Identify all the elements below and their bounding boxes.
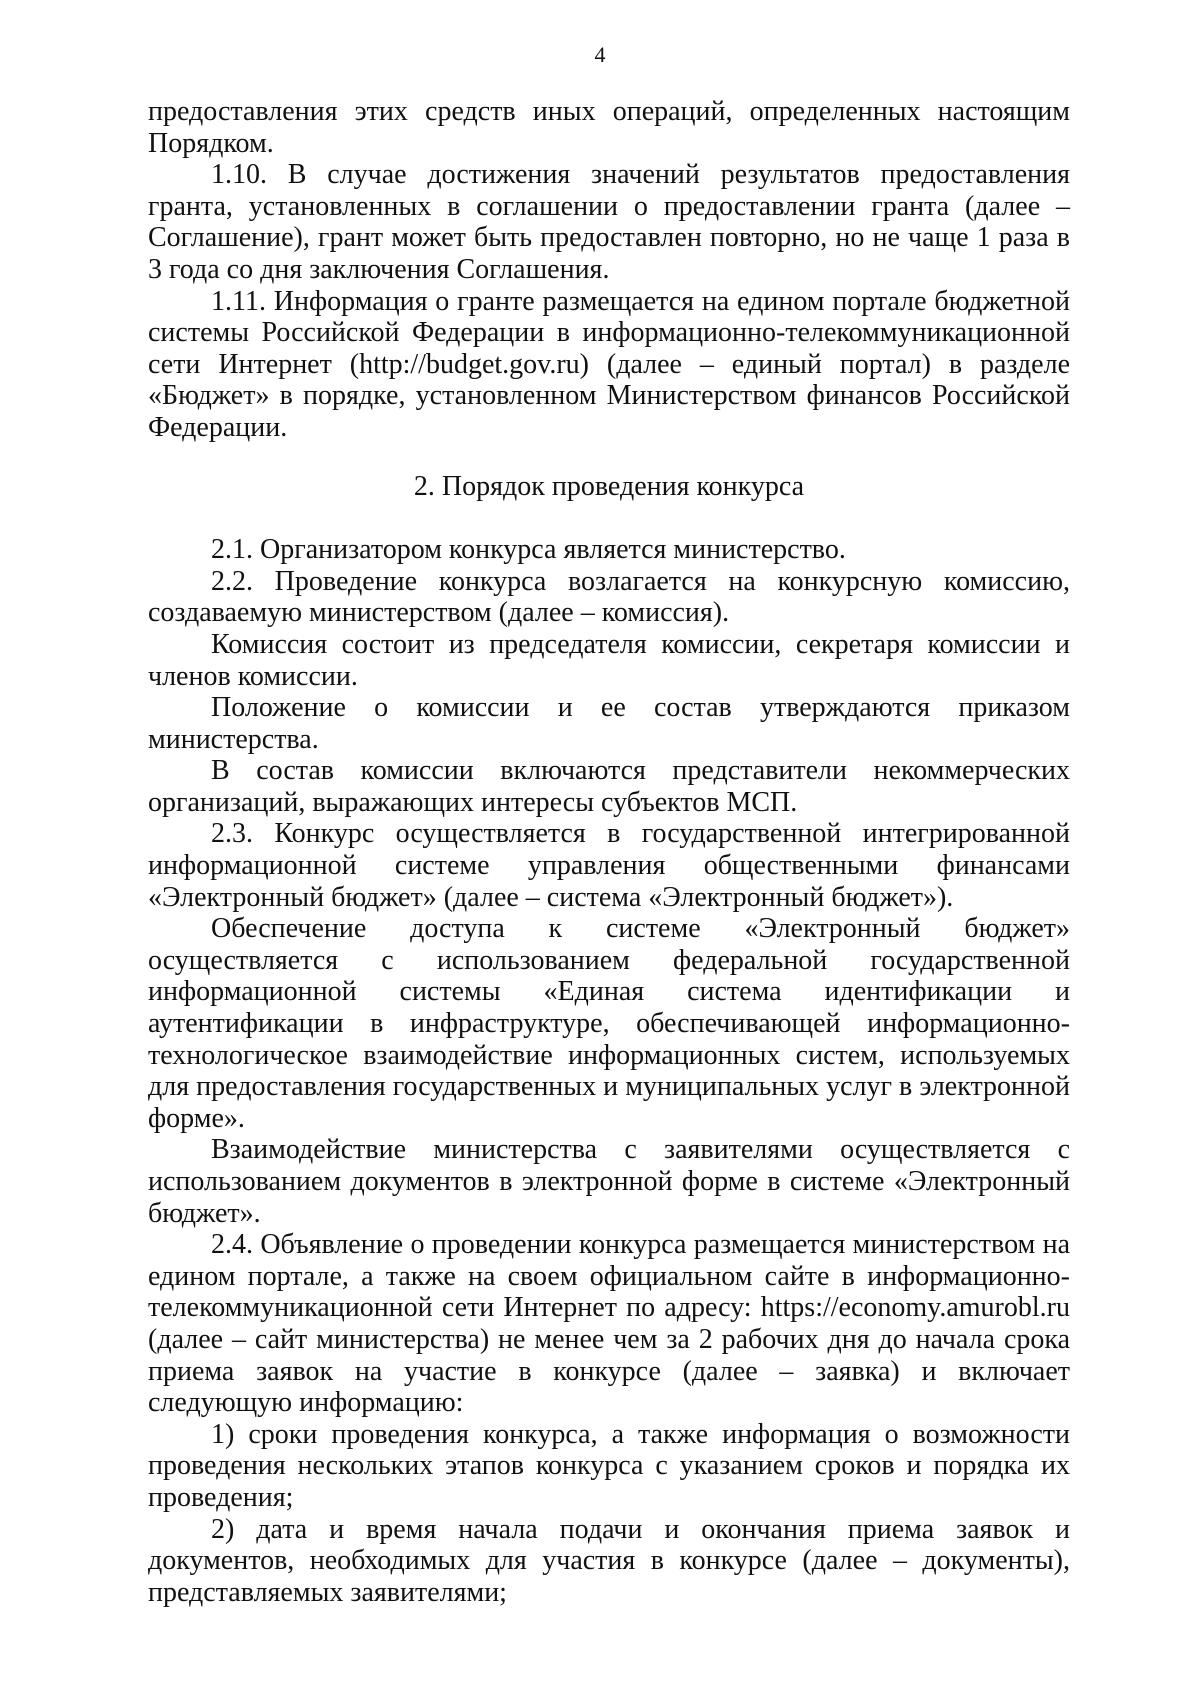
paragraph-commission-composition: Комиссия состоит из председателя комиссии, секретаря комиссии и членов комиссии. [148, 628, 1070, 692]
paragraph-1-10: 1.10. В случае достижения значений результатов предоставления гранта, установленных в соглашении о предоставлении гранта (далее – Соглашение), грант может быть предоставлен повторно, но не чаще 1 раза в 3 года со дня заключения Соглашения. [148, 159, 1070, 285]
document-body [148, 96, 1070, 1608]
paragraph-system-access: Обеспечение доступа к системе «Электронный бюджет» осуществляется с использованием федеральной государственной информационной системы «Единая система идентификации и аутентификации в инфраструктуре, обеспечивающей информационно-технологическое взаимодействие информационных систем, используемых для предоставления государственных и муниципальных услуг в электронной форме». [148, 913, 1070, 1134]
paragraph-interaction: Взаимодействие министерства с заявителями осуществляется с использованием документов в электронной форме в системе «Электронный бюджет». [148, 1134, 1070, 1229]
paragraph-2-2: 2.2. Проведение конкурса возлагается на конкурсную комиссию, создаваемую министерством (далее – комиссия). [148, 565, 1070, 629]
list-item-1: 1) сроки проведения конкурса, а также информация о возможности проведения нескольких этапов конкурса с указанием сроков и порядка их проведения; [148, 1418, 1070, 1513]
page-number: 4 [594, 42, 606, 67]
paragraph-continuation: предоставления этих средств иных операций, определенных настоящим Порядком. [148, 96, 1070, 159]
paragraph-2-1: 2.1. Организатором конкурса является министерство. [211, 534, 846, 566]
paragraph-commission-regulation: Положение о комиссии и ее состав утверждаются приказом министерства. [148, 692, 1070, 755]
paragraph-2-3: 2.3. Конкурс осуществляется в государственной интегрированной информационной системе управления общественными финансами «Электронный бюджет» (далее – система «Электронный бюджет»). [148, 818, 1070, 913]
section-heading: 2. Порядок проведения конкурса [413, 470, 805, 502]
paragraph-commission-members: В состав комиссии включаются представители некоммерческих организаций, выражающих интересы субъектов МСП. [148, 755, 1070, 818]
paragraph-2-4: 2.4. Объявление о проведении конкурса размещается министерством на едином портале, а также на своем официальном сайте в информационно-телекоммуникационной сети Интернет по адресу: https://economy.amurobl.ru (далее – сайт министерства) не менее чем за 2 рабочих дня до начала срока приема заявок на участие в конкурсе (далее – заявка) и включает следующую информацию: [148, 1229, 1070, 1419]
paragraph-1-11: 1.11. Информация о гранте размещается на едином портале бюджетной системы Российской Федерации в информационно-телекоммуникационной сети Интернет (http://budget.gov.ru) (далее – единый портал) в разделе «Бюджет» в порядке, установленном Министерством финансов Российской Федерации. [148, 285, 1070, 443]
list-item-2: 2) дата и время начала подачи и окончания приема заявок и документов, необходимых для участия в конкурсе (далее – документы), представляемых заявителями; [148, 1513, 1070, 1608]
